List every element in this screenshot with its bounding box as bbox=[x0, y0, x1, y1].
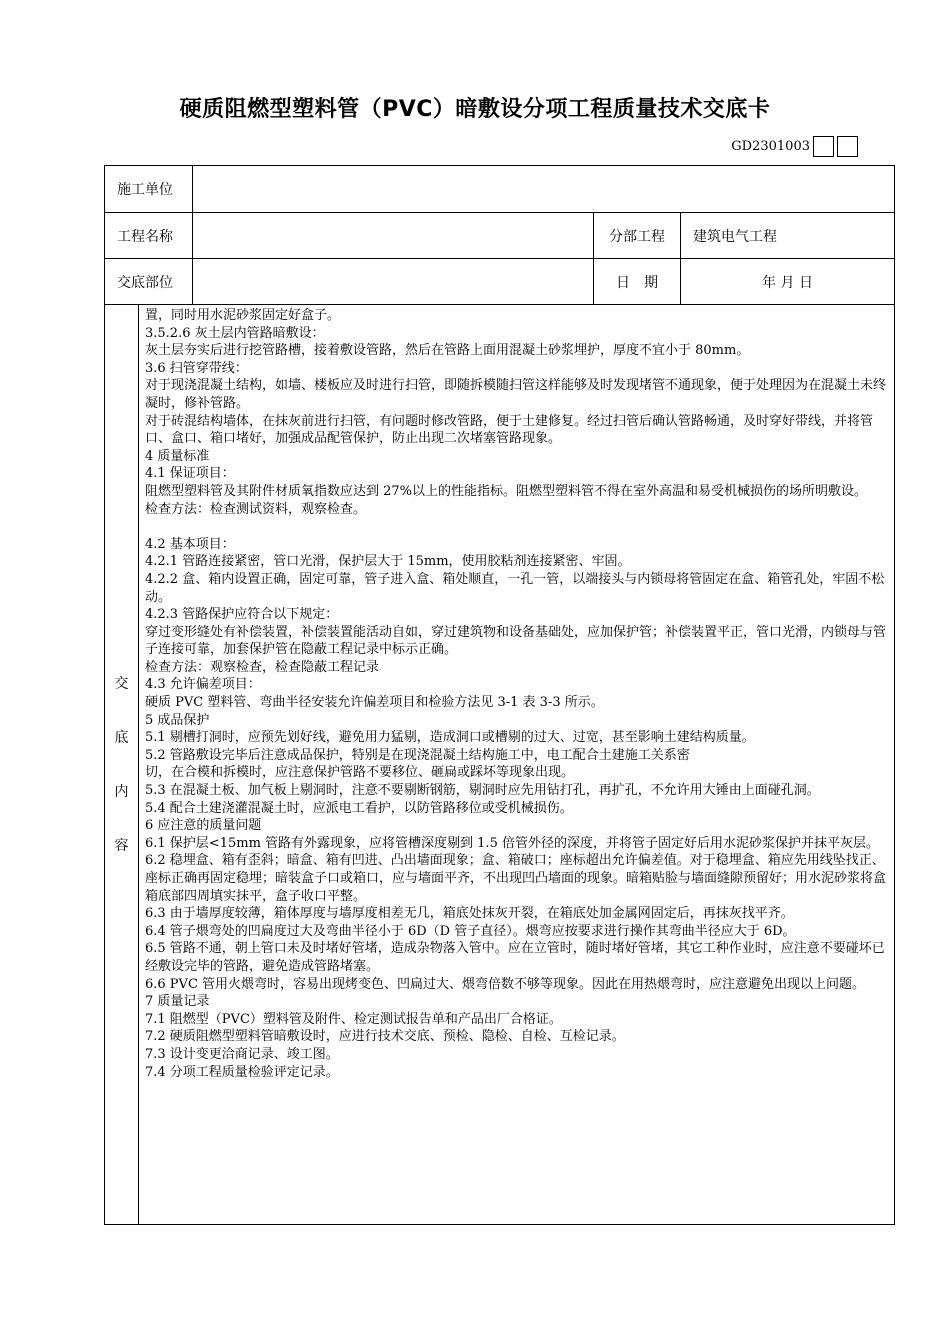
disclosure-content-label bbox=[105, 305, 139, 1225]
side-char: 容 bbox=[114, 837, 129, 854]
content-line: 穿过变形缝处有补偿装置，补偿装置能活动自如，穿过建筑物和设备基础处，应加保护管；补偿装置平正，管口光滑，内锁母与管子连接可靠，加套保护管在隐蔽工程记录中标示正确。 bbox=[145, 624, 887, 658]
date-label: 日 期 bbox=[594, 259, 681, 305]
content-line: 7.2 硬质阻燃型塑料管暗敷设时，应进行技术交底、预检、隐检、自检、互检记录。 bbox=[145, 1029, 625, 1045]
sub-project-value[interactable]: 建筑电气工程 bbox=[681, 213, 895, 259]
document-title: 硬质阻燃型塑料管（PVC）暗敷设分项工程质量技术交底卡 bbox=[179, 97, 771, 122]
content-line: 5.1 剔槽打洞时，应预先划好线，避免用力猛剔，造成洞口或槽剔的过大、过宽，甚至影响土建结构质量。 bbox=[145, 730, 755, 746]
content-line: 切，在合模和拆模时，应注意保护管路不要移位、砸扁或踩坏等现象出现。 bbox=[145, 765, 575, 781]
content-line: 7.1 阻燃型（PVC）塑料管及附件、检定测试报告单和产品出厂合格证。 bbox=[145, 1011, 562, 1027]
content-line: 6.6 PVC 管用火煨弯时，容易出现烤变色、凹扁过大、煨弯倍数不够等现象。因此在用热煨弯时，应注意避免出现以上问题。 bbox=[145, 976, 866, 992]
content-line: 4.2 基本项目： bbox=[145, 536, 235, 552]
content-line: 检查方法：检查测试资料，观察检查。 bbox=[145, 501, 367, 517]
sub-project-label: 分部工程 bbox=[594, 213, 681, 259]
content-line: 6 应注意的质量问题 bbox=[145, 818, 262, 834]
side-char: 底 bbox=[114, 729, 129, 746]
content-line: 对于现浇混凝土结构，如墙、楼板应及时进行扫管，即随拆模随扫管这样能够及时发现堵管不通现象，便于处理因为在混凝土未终凝时，修补管路。 bbox=[145, 378, 887, 411]
disclosure-card-table bbox=[104, 165, 895, 1225]
content-line: 6.4 管子煨弯处的凹扁度过大及弯曲半径小于 6D（D 管子直径）。煨弯应按要求进行操作其弯曲半径应大于 6D。 bbox=[145, 923, 796, 939]
content-line: 检查方法：观察检查，检查隐蔽工程记录 bbox=[145, 659, 380, 675]
content-line: 3.6 扫管穿带线： bbox=[145, 360, 248, 376]
code-box-2[interactable] bbox=[837, 136, 858, 157]
project-name-label: 工程名称 bbox=[105, 213, 193, 259]
project-name-value[interactable] bbox=[193, 213, 594, 259]
content-line: 对于砖混结构墙体，在抹灰前进行扫管，有问题时修改管路，便于土建修复。经过扫管后确认管路畅通，及时穿好带线，并将管口、盒口、箱口堵好，加强成品配管保护，防止出现二次堵塞管路现象。 bbox=[145, 413, 874, 447]
content-line: 4.2.1 管路连接紧密，管口光滑，保护层大于 15mm，使用胶粘剂连接紧密、牢固。 bbox=[145, 554, 631, 570]
content-line: 6.3 由于墙厚度较薄，箱体厚度与墙厚度相差无几，箱底处抹灰开裂，在箱底处加金属网固定后，再抹灰找平齐。 bbox=[145, 906, 794, 922]
document-code-text: GD2301003 bbox=[731, 138, 810, 154]
side-char: 交 bbox=[114, 675, 129, 692]
content-line: 6.2 稳埋盒、箱有歪斜；暗盒、箱有凹进、凸出墙面现象；盒、箱破口；座标超出允许偏差值。对于稳埋盒、箱应先用线坠找正、座标正确再固定稳埋；暗装盒子口或箱口，应与墙面平齐，不出现凹凸墙面的现象。暗箱贴脸与墙面缝隙预留好；用水泥砂浆将盒箱底部四周填实抹平，盒子收口平整。 bbox=[145, 853, 887, 904]
content-line: 4.2.3 管路保护应符合以下规定： bbox=[145, 607, 339, 623]
content-line: 5.2 管路敷设完毕后注意成品保护，特别是在现浇混凝土结构施工中，电工配合土建施工关系密 bbox=[145, 747, 690, 763]
location-label: 交底部位 bbox=[105, 259, 193, 305]
content-line: 硬质 PVC 塑料管、弯曲半径安装允许偏差项目和检验方法见 3-1 表 3-3 所示。 bbox=[145, 695, 604, 711]
content-line: 7.4 分项工程质量检验评定记录。 bbox=[145, 1064, 339, 1080]
content-line: 3.5.2.6 灰土层内管路暗敷设： bbox=[145, 325, 325, 341]
document-code bbox=[731, 134, 858, 158]
content-line: 灰土层夯实后进行挖管路槽，接着敷设管路，然后在管路上面用混凝土砂浆埋护，厚度不宜小于 80mm。 bbox=[145, 343, 750, 359]
content-line: 4.2.2 盒、箱内设置正确，固定可靠，管子进入盒、箱处顺直，一孔一管，以端接头与内锁母将管固定在盒、箱管孔处，牢固不松动。 bbox=[145, 571, 885, 605]
location-value[interactable] bbox=[193, 259, 594, 305]
content-line: 5.3 在混凝土板、加气板上剔洞时，注意不要剔断钢筋，剔洞时应先用钻打孔，再扩孔，不允许用大锤由上面碰孔洞。 bbox=[145, 783, 820, 799]
side-char: 内 bbox=[114, 783, 129, 800]
content-line: 4 质量标准 bbox=[145, 448, 210, 464]
content-line: 7.3 设计变更洽商记录、竣工图。 bbox=[145, 1046, 339, 1062]
content-line: 置，同时用水泥砂浆固定好盒子。 bbox=[145, 308, 341, 323]
content-line: 5.4 配合土建浇灌混凝土时，应派电工看护，以防管路移位或受机械损伤。 bbox=[145, 800, 573, 816]
code-box-1[interactable] bbox=[813, 136, 834, 157]
construction-unit-value[interactable] bbox=[193, 166, 895, 213]
construction-unit-label: 施工单位 bbox=[105, 166, 193, 213]
content-line: 6.1 保护层<15mm 管路有外露现象，应将管槽深度剔到 1.5 倍管外径的深度，并将管子固定好后用水泥砂浆保护并抹平灰层。 bbox=[145, 835, 879, 851]
content-line: 7 质量记录 bbox=[145, 994, 210, 1010]
disclosure-content bbox=[139, 305, 895, 1225]
content-line: 6.5 管路不通，朝上管口未及时堵好管堵，造成杂物落入管中。应在立管时，随时堵好管堵，其它工种作业时，应注意不要碰坏已经敷设完毕的管路，避免造成管路堵塞。 bbox=[145, 941, 885, 974]
content-line: 阻燃型塑料管及其附件材质氧指数应达到 27%以上的性能指标。阻燃型塑料管不得在室外高温和易受机械损伤的场所明敷设。 bbox=[145, 483, 868, 499]
content-line: 4.3 允许偏差项目： bbox=[145, 677, 261, 693]
content-line: 5 成品保护 bbox=[145, 712, 210, 728]
content-line: 4.1 保证项目： bbox=[145, 466, 235, 482]
date-value[interactable]: 年 月 日 bbox=[681, 259, 895, 305]
